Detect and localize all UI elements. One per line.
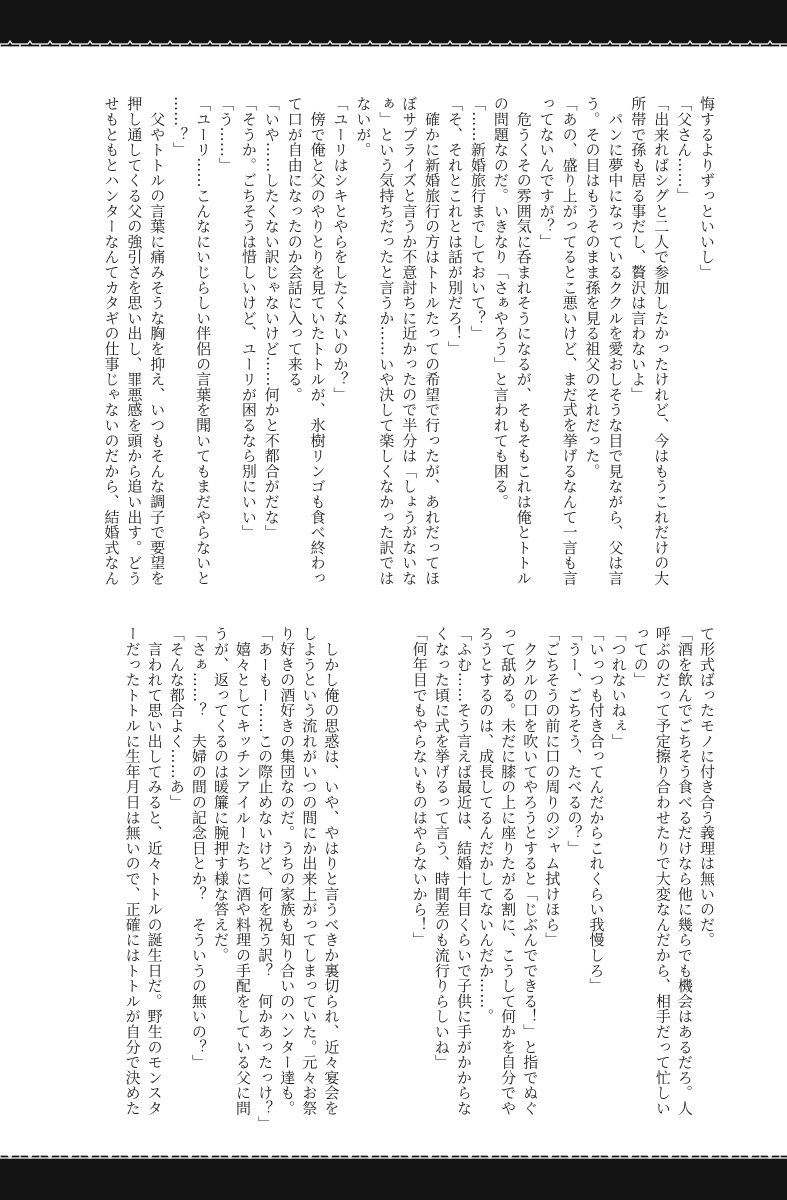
text-line: 「出来ればシグと二人で参加したかったけれど、今はもうこれだけの大: [652, 96, 671, 586]
text-line: 押し通してくる父の強引さを思い出し、罪悪感を頭から追い出す。どう: [125, 96, 144, 586]
text-line: て口が自由になったのか会話に入って来る。: [285, 96, 304, 402]
text-line: [365, 626, 387, 1131]
text-line: 「そうか。ごちそうは惜しいけど、ユーリが困るなら別にいい」: [239, 96, 258, 540]
text-line: 「つれないねぇ」: [609, 626, 628, 749]
text-line: くなった頃に式を挙げるって言う、時間差のも流行りらしいね」: [432, 626, 451, 1070]
bottom-decorative-border: [0, 1156, 787, 1200]
text-line: 危うくその雰囲気に呑まれそうになるが、そもそもこれは俺とトトル: [514, 96, 533, 586]
scallop-border-icon: [0, 40, 787, 52]
text-line: ないが。: [354, 96, 373, 158]
text-line: 確かに新婚旅行の方はトトルたっての希望で行ったが、あれだってほ: [423, 96, 442, 586]
bottom-text-block: [121, 626, 718, 1131]
text-line: ーだったトトルに生年月日は無いので、正確にはトトルが自分で決めた: [123, 626, 142, 1116]
text-line: 呼ぶのだって予定擦り合わせたりで大変なんだから、相手だって忙しい: [653, 626, 672, 1116]
text-line: 父やトトルの言葉に痛みそうな胸を抑え、いつもそんな調子で要望を: [148, 96, 167, 586]
text-line: [342, 626, 364, 1131]
text-line: て形式ばったモノに付き合う義理は無いのだ。: [698, 626, 716, 948]
text-line: り好きの酒好きの集団なのだ。うちの家族も知り合いのハンター達も。: [278, 626, 297, 1116]
text-line: パンに夢中になっているククルを愛おしそうな目で見ながら、父は言: [606, 96, 625, 586]
text-line: 「何年目でもやらないものはやらないから！」: [410, 626, 429, 948]
text-line: 言われて思い出してみると、近々トトルの誕生日だ。野生のモンスタ: [145, 626, 164, 1116]
text-line: 「うー、ごちそう、たべるの？」: [565, 626, 584, 856]
scallop-border-icon: [0, 1150, 787, 1162]
top-text-block: [100, 96, 718, 591]
text-line: しかし俺の思惑は、いや、やはりと言うべきか裏切られ、近々宴会を: [322, 626, 341, 1116]
text-line: の問題なのだ。いきなり「さぁやろう」と言われても困る。: [491, 96, 510, 510]
text-line: う。その目はもうそのまま孫を見る祖父のそれだった。: [583, 96, 602, 479]
text-line: ってないんですが？」: [537, 96, 556, 249]
text-line: 「酒を飲んでごちそう食べるだけなら他に幾らでも機会はあるだろ。人: [675, 626, 694, 1116]
text-line: 「そ、それとこれとは話が別だろ！」: [446, 96, 465, 357]
top-decorative-border: [0, 0, 787, 46]
text-line: しようという流れがいつの間にか出来上がってしまっていた。元々お祭: [300, 626, 319, 1116]
text-line: 「父さん……」: [675, 96, 694, 204]
text-line: 「いや……したくない訳じゃないけど……何かと不都合がだな」: [262, 96, 281, 540]
text-line: ぁ」という気持ちだったと言うか……いや決して楽しくなかった訳では: [377, 96, 396, 586]
text-line: 「ユーリはシキとやらをしたくないのか？」: [331, 96, 350, 402]
text-line: 「ごちそうの前に口の周りのジャム拭けほら」: [543, 626, 562, 948]
text-line: せもともとハンターなんてカタギの仕事じゃないのだから、結婚式なん: [102, 96, 121, 586]
text-line: 「う……」: [216, 96, 235, 173]
text-line: ……？」: [171, 96, 190, 158]
text-line: [387, 626, 409, 1131]
text-line: 「……新婚旅行までしておいて？」: [468, 96, 487, 341]
text-line: 「ユーリ……こんなにいじらしい伴侶の言葉を聞いてもまだやらないと: [194, 96, 213, 586]
text-line: 「あーもー……この際止めないけど、何を祝う訳？ 何かあったっけ？」: [256, 626, 275, 1131]
text-line: うが、返ってくるのは暖簾に腕押す様な答えだ。: [211, 626, 230, 963]
text-line: 「あの、盛り上がってるとこ悪いけど、まだ式を挙げるなんて一言も言: [560, 96, 579, 586]
text-line: 「いっつも付き合ってんだからこれくらい我慢しろ」: [587, 626, 606, 994]
text-line: 「ふむ……そう言えば最近は、結婚十年目くらいで子供に手がかからな: [454, 626, 473, 1116]
text-line: ろうとするのは、成長してるんだかしてないんだか……。: [477, 626, 496, 1024]
text-line: ぼサプライズと言うか不意討ちに近かったので半分は「しょうがないな: [400, 96, 419, 586]
text-line: 「さぁ……？ 夫婦の間の記念日とか？ そういうの無いの？」: [189, 626, 208, 1070]
text-line: 傍で俺と父のやりとりを見ていたトトルが、氷樹リンゴも食べ終わっ: [308, 96, 327, 586]
text-line: 所帯で孫も居る事だし、贅沢は言わないよ」: [629, 96, 648, 402]
text-line: 嬉々としてキッチンアイルーたちに酒や料理の手配をしている父に問: [234, 626, 253, 1116]
text-line: 「そんな都合よく……あ」: [167, 626, 186, 810]
text-line: ククルの口を吹いてやろうとすると「じぶんでできる！」と指でぬぐ: [521, 626, 540, 1116]
text-line: っての」: [631, 626, 650, 688]
text-line: 悔するよりずっといいし」: [698, 96, 716, 280]
text-line: って舐める。未だに膝の上に座りたがる割に、こうして何かを自分でや: [499, 626, 518, 1116]
